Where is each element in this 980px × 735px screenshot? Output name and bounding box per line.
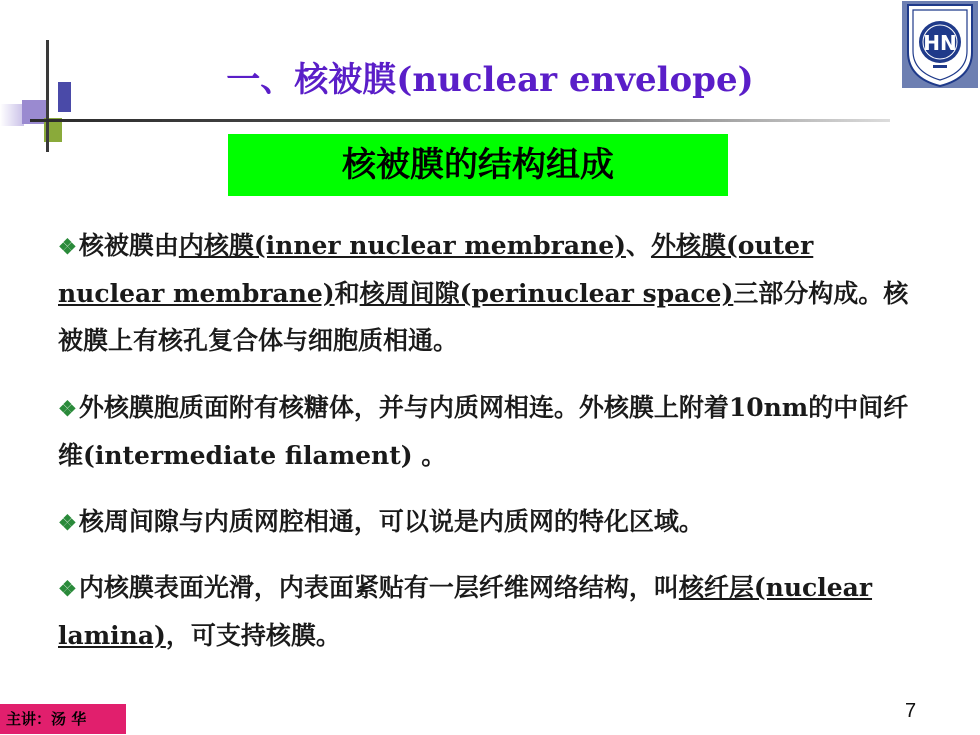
p1-text-e: 和 [334,279,360,308]
corner-fade-block [0,104,24,126]
horizontal-rule [30,119,890,122]
page-number: 7 [905,700,917,722]
p3-text: 核周间隙与内质网腔相通，可以说是内质网的特化区域。 [78,507,704,536]
inner-membrane-term: 内核膜(inner nuclear membrane) [178,231,626,260]
bullet-diamond-icon: ❖ [58,396,77,421]
bullet-diamond-icon: ❖ [58,576,77,601]
bullet-paragraph-4 [58,564,918,659]
lecturer-label: 主讲：汤 华 [0,704,126,734]
bullet-diamond-icon: ❖ [58,234,77,259]
slide-title: 一、核被膜(nuclear envelope) [226,60,754,100]
bullet-diamond-icon: ❖ [58,510,77,535]
bullet-paragraph-2 [58,384,918,479]
bullet-paragraph-1 [58,222,918,364]
outer-membrane-term: 外核膜(outer nuclear membrane) [58,231,814,308]
p1-text-g: 三部分构成。核被膜上有核孔复合体与细胞质相通。 [58,279,909,355]
nuclear-lamina-term: 核纤层(nuclear lamina) [58,573,873,650]
perinuclear-space-term: 核周间隙(perinuclear space) [359,279,734,308]
bullet-paragraph-3 [58,498,918,546]
p1-text-a: 核被膜由 [78,231,179,260]
p2-text: 外核膜胞质面附有核糖体，并与内质网相连。外核膜上附着10nm的中间纤维(intermediate filament) 。 [58,393,909,470]
p4-text-a: 内核膜表面光滑，内表面紧贴有一层纤维网络结构，叫 [78,573,679,602]
p1-text-c: 、 [625,231,651,260]
p4-text-c: ，可支持核膜。 [165,621,341,650]
logo-letters: HN [923,31,957,55]
section-subtitle: 核被膜的结构组成 [228,134,728,196]
